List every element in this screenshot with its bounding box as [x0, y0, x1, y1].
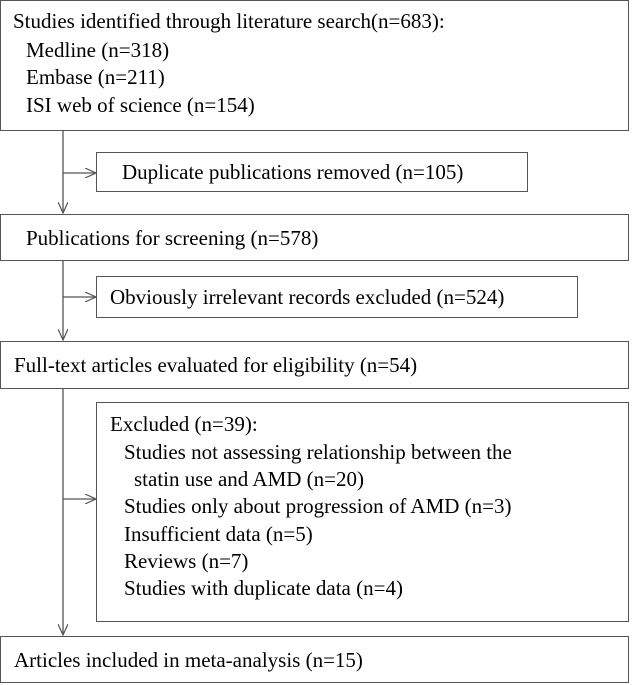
irrelevant-text: Obviously irrelevant records excluded (n=524) [110, 285, 505, 309]
duplicates-text: Duplicate publications removed (n=105) [122, 160, 464, 184]
screening-text: Publications for screening (n=578) [26, 226, 319, 250]
excluded-item-1: Studies not assessing relationship between the [124, 440, 512, 464]
excluded-item-1-cont: statin use and AMD (n=20) [134, 467, 364, 491]
excluded-item-5: Studies with duplicate data (n=4) [124, 576, 403, 600]
excluded-item-4: Reviews (n=7) [124, 549, 249, 573]
excluded-title: Excluded (n=39): [110, 412, 258, 436]
search-item-medline: Medline (n=318) [26, 38, 170, 62]
excluded-item-3: Insufficient data (n=5) [124, 522, 313, 546]
search-title: Studies identified through literature search(n=683): [13, 9, 445, 33]
fulltext-text: Full-text articles evaluated for eligibility (n=54) [14, 353, 418, 377]
excluded-item-2: Studies only about progression of AMD (n=3) [124, 494, 512, 518]
search-item-isi: ISI web of science (n=154) [26, 93, 255, 117]
search-item-embase: Embase (n=211) [26, 65, 165, 89]
included-text: Articles included in meta-analysis (n=15) [14, 648, 363, 672]
